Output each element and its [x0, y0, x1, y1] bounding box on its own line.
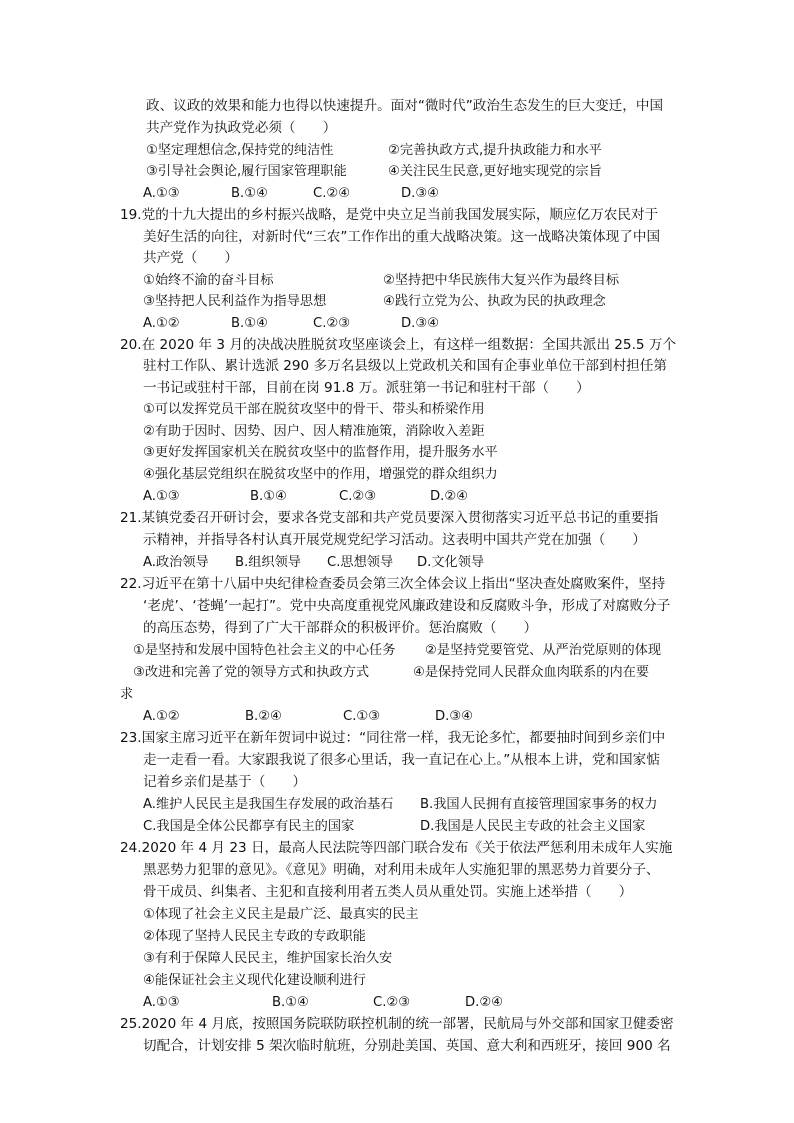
question-18-option: ①坚定理想信念,保持党的纯洁性	[146, 143, 334, 158]
question-20-text-line: 驻村工作队、累计选派 290 多万名县级以上党政机关和国有企事业单位干部到村担任第	[143, 358, 667, 374]
question-19-text-line: 共产党（ ）	[143, 250, 239, 266]
question-22-answer: C.①③	[343, 709, 381, 724]
question-22-answer: D.③④	[435, 709, 473, 724]
question-24-option: ④能保证社会主义现代化建设顺利进行	[143, 973, 366, 988]
question-22-option-wrap: 求	[120, 687, 134, 702]
question-19-option: ③坚持把人民利益作为指导思想	[143, 294, 327, 309]
question-18-answer: D.③④	[401, 186, 439, 201]
question-22-answer: A.①②	[143, 709, 180, 724]
question-19-answer: B.①④	[231, 316, 268, 331]
question-23-answer: D.我国是人民民主专政的社会主义国家	[420, 819, 646, 834]
question-22-text-line: 的高压态势，得到了广大干部群众的积极评价。惩治腐败（ ）	[143, 620, 538, 636]
question-18-option: ③引导社会舆论,履行国家管理职能	[146, 164, 347, 179]
question-23-text-line: 记着乡亲们是基于（ ）	[143, 774, 307, 790]
question-18-text-line: 共产党作为执政党必须（ ）	[146, 120, 337, 136]
question-22-option: ④是保持党同人民群众血肉联系的内在要	[413, 665, 650, 680]
question-18-option: ④关注民生民意,更好地实现党的宗旨	[388, 164, 602, 179]
question-20-answer: A.①③	[143, 489, 180, 504]
question-18-option: ②完善执政方式,提升执政能力和水平	[388, 143, 602, 158]
question-24-answer: D.②④	[465, 995, 503, 1010]
question-19-answer: A.①②	[143, 316, 180, 331]
question-23-text-line: 走一走看一看。大家跟我说了很多心里话，我一直记在心上。”从根本上讲，党和国家惦	[143, 752, 660, 768]
question-21-answer: C.思想领导	[327, 555, 394, 570]
question-25-text-line: 切配合，计划安排 5 架次临时航班，分别赴美国、英国、意大利和西班牙，接回 900 名	[143, 1038, 671, 1054]
question-20-answer: B.①④	[250, 489, 287, 504]
question-20-answer: C.②③	[339, 489, 377, 504]
question-22-option: ③改进和完善了党的领导方式和执政方式	[133, 665, 370, 680]
question-20-option: ①可以发挥党员干部在脱贫攻坚中的骨干、带头和桥梁作用	[143, 402, 485, 417]
question-22-answer: B.②④	[245, 709, 282, 724]
question-20-option: ④强化基层党组织在脱贫攻坚中的作用，增强党的群众组织力	[143, 467, 498, 482]
question-18-answer: C.②④	[313, 186, 351, 201]
question-20-option: ②有助于因时、因势、因户、因人精准施策，消除收入差距	[143, 424, 485, 439]
question-18-answer: A.①③	[143, 186, 180, 201]
question-21-answer: B.组织领导	[235, 555, 301, 570]
question-19-answer: C.②③	[313, 316, 351, 331]
question-23-text-line: 23.国家主席习近平在新年贺词中说过：“同往常一样，我无论多忙，都要抽时间到乡亲们中	[120, 730, 666, 746]
question-24-answer: A.①③	[143, 995, 180, 1010]
question-19-answer: D.③④	[401, 316, 439, 331]
question-24-answer: B.①④	[272, 995, 309, 1010]
question-21-text-line: 示精神，并指导各村认真开展党规党纪学习活动。这表明中国共产党在加强（ ）	[143, 532, 646, 548]
question-19-option: ①始终不渝的奋斗目标	[143, 273, 274, 288]
question-19-option: ④践行立党为公、执政为民的执政理念	[383, 294, 606, 309]
question-19-text-line: 19.党的十九大提出的乡村振兴战略，是党中央立足当前我国发展实际，顺应亿万农民对于	[120, 207, 659, 223]
question-20-answer: D.②④	[430, 489, 468, 504]
question-23-answer: C.我国是全体公民都享有民主的国家	[143, 819, 355, 834]
question-20-text-line: 一书记或驻村干部，目前在岗 91.8 万。派驻第一书记和驻村干部（ ）	[143, 380, 590, 396]
question-21-answer: A.政治领导	[143, 555, 209, 570]
question-20-option: ③更好发挥国家机关在脱贫攻坚中的监督作用，提升服务水平	[143, 445, 498, 460]
question-22-text-line: ‘老虎’、‘苍蝇’一起打”。党中央高度重视党风廉政建设和反腐败斗争，形成了对腐败分子	[143, 598, 671, 614]
question-24-text-line: 24.2020 年 4 月 23 日，最高人民法院等四部门联合发布《关于依法严惩利用未成年人实施	[120, 840, 673, 856]
question-21-answer: D.文化领导	[417, 555, 485, 570]
question-22-option: ①是坚持和发展中国特色社会主义的中心任务	[133, 643, 396, 658]
question-25-text-line: 25.2020 年 4 月底，按照国务院联防联控机制的统一部署，民航局与外交部和国家卫健委密	[120, 1016, 674, 1032]
question-21-text-line: 21.某镇党委召开研讨会，要求各党支部和共产党员要深入贯彻落实习近平总书记的重要指	[120, 510, 659, 526]
question-24-answer: C.②③	[373, 995, 411, 1010]
question-22-option: ②是坚持党要管党、从严治党原则的体现	[425, 643, 662, 658]
question-24-option: ③有利于保障人民民主，维护国家长治久安	[143, 951, 393, 966]
question-18-answer: B.①④	[231, 186, 268, 201]
question-23-answer: A.维护人民民主是我国生存发展的政治基石	[143, 797, 394, 812]
question-24-text-line: 黑恶势力犯罪的意见》。《意见》明确，对利用未成年人实施犯罪的黑恶势力首要分子、	[143, 862, 660, 878]
question-22-text-line: 22.习近平在第十八届中央纪律检查委员会第三次全体会议上指出“坚决查处腐败案件，坚持	[120, 576, 666, 592]
question-24-text-line: 骨干成员、纠集者、主犯和直接利用者五类人员从重处罚。实施上述举措（ ）	[143, 884, 633, 900]
question-24-option: ②体现了坚持人民民主专政的专政职能	[143, 929, 366, 944]
question-24-option: ①体现了社会主义民主是最广泛、最真实的民主	[143, 907, 419, 922]
question-20-text-line: 20.在 2020 年 3 月的决战决胜脱贫攻坚座谈会上，有这样一组数据：全国共派出 25.5 万个	[120, 337, 677, 353]
question-19-option: ②坚持把中华民族伟大复兴作为最终目标	[383, 273, 620, 288]
question-23-answer: B.我国人民拥有直接管理国家事务的权力	[420, 797, 658, 812]
question-18-text-line: 政、议政的效果和能力也得以快速提升。面对“微时代”政治生态发生的巨大变迁，中国	[146, 98, 664, 114]
question-19-text-line: 美好生活的向往，对新时代“三农”工作作出的重大战略决策。这一战略决策体现了中国	[143, 229, 661, 245]
